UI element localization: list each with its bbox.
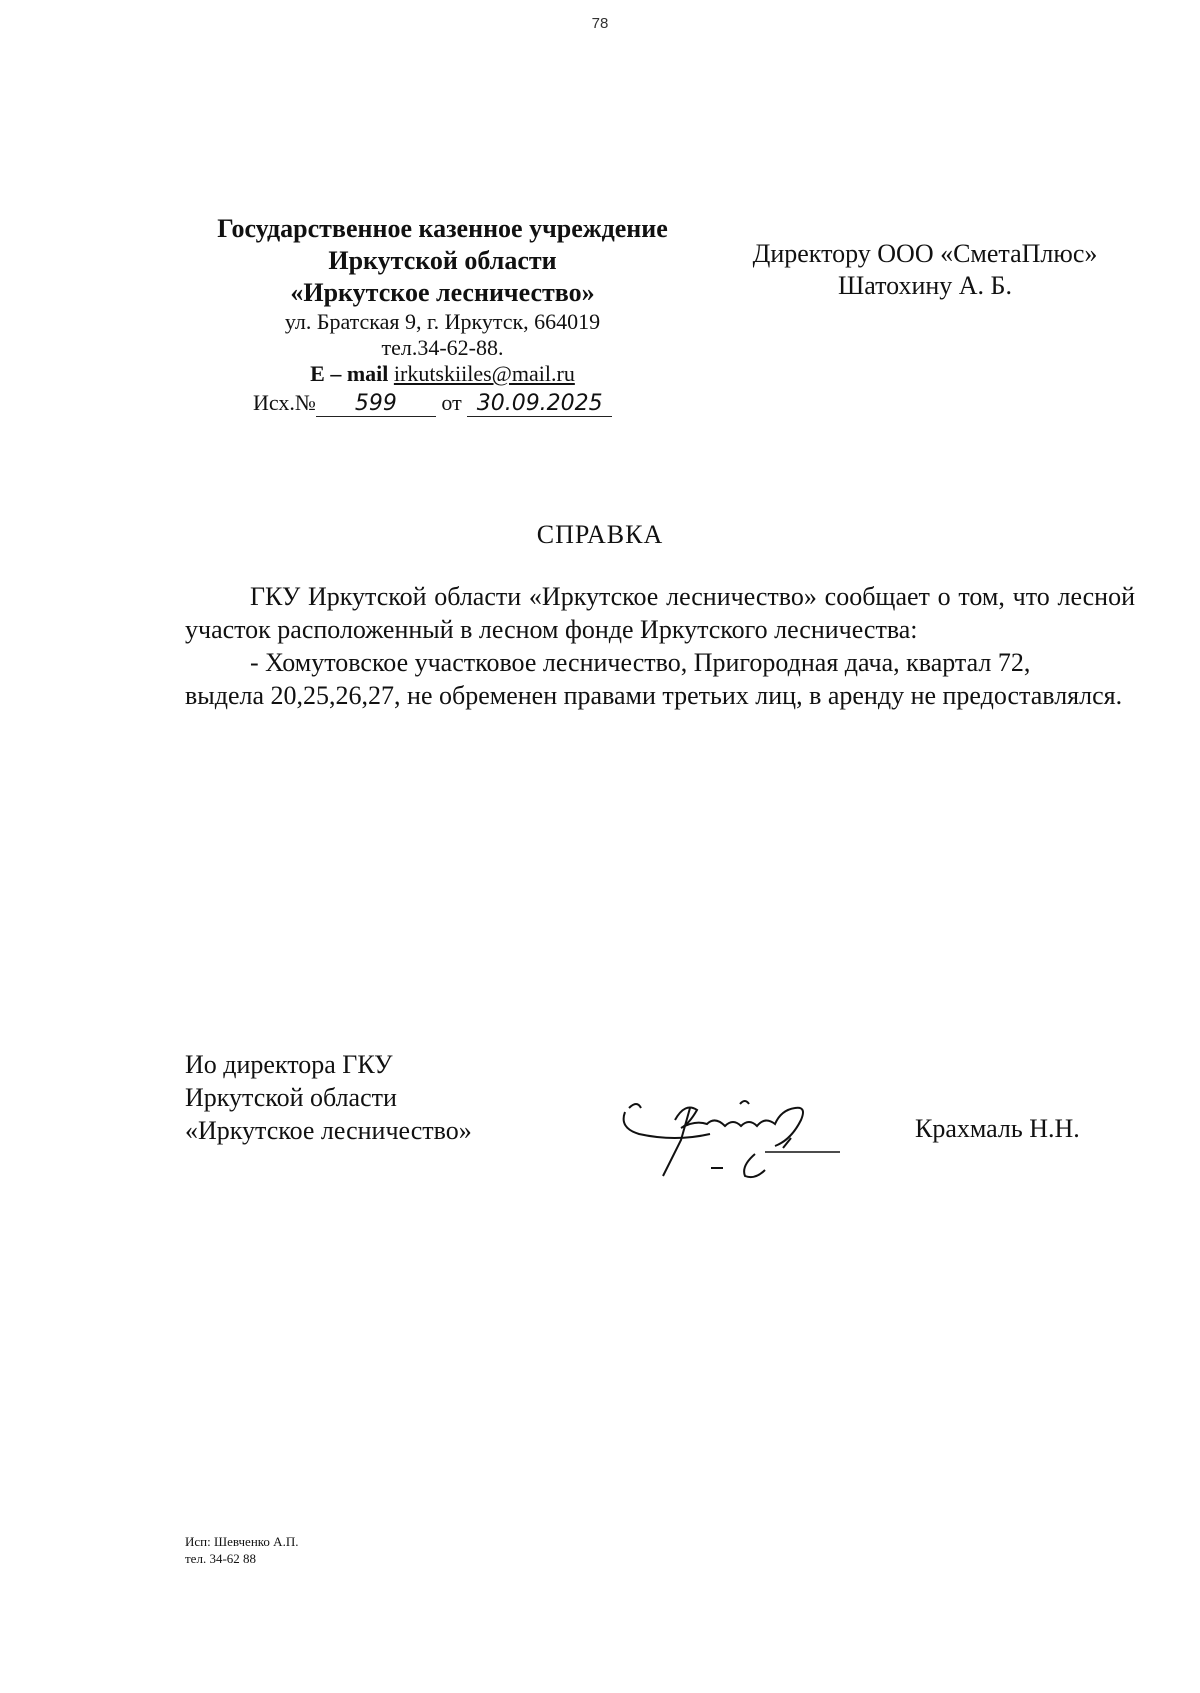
executor-note [185, 1533, 298, 1567]
sender-block [195, 213, 690, 387]
addressee-line-2: Шатохину А. Б. [837, 271, 1012, 300]
sender-org-line-3: «Иркутское лесничество» [290, 278, 595, 307]
outgoing-date: 30.09.2025 [476, 391, 603, 416]
sender-phone: тел.34-62-88. [381, 335, 504, 360]
document-body [185, 580, 1135, 712]
signatory-position [185, 1048, 472, 1147]
email-address: irkutskiiles@mail.ru [393, 361, 575, 386]
date-label: от [441, 390, 462, 415]
outgoing-label: Исх.№ [253, 390, 316, 415]
document-title: СПРАВКА [536, 520, 664, 549]
sender-org-line-2: Иркутской области [328, 246, 557, 275]
signatory-line-2: Иркутской области [185, 1083, 397, 1112]
sender-email-line [195, 361, 690, 387]
email-label: E – mail [310, 361, 389, 386]
addressee-block [725, 238, 1125, 302]
sender-org-line-1: Государственное казенное учреждение [217, 214, 668, 243]
signatory-line-1: Ио директора ГКУ [185, 1050, 393, 1079]
body-paragraph-3: выдела 20,25,26,27, не обременен правами третьих лиц, в аренду не предоставлялся. [185, 681, 1123, 710]
executor-name: Исп: Шевченко А.П. [185, 1534, 299, 1549]
signer-name: Крахмаль Н.Н. [915, 1114, 1080, 1143]
outgoing-number: 599 [354, 391, 397, 416]
signatory-line-3: «Иркутское лесничество» [185, 1116, 472, 1145]
page-number: 78 [591, 15, 609, 32]
executor-phone: тел. 34-62 88 [185, 1551, 257, 1566]
handwritten-signature [615, 1090, 865, 1180]
sender-address: ул. Братская 9, г. Иркутск, 664019 [284, 309, 601, 334]
addressee-line-1: Директору ООО «СметаПлюс» [752, 239, 1098, 268]
body-paragraph-2: - Хомутовское участковое лесничество, Пригородная дача, квартал 72, [250, 648, 1031, 677]
outgoing-number-line [253, 390, 612, 417]
body-paragraph-1: ГКУ Иркутской области «Иркутское лесничество» сообщает о том, что лесной участок расположенный в лесном фонде Иркутского лесничества: [185, 582, 1135, 644]
